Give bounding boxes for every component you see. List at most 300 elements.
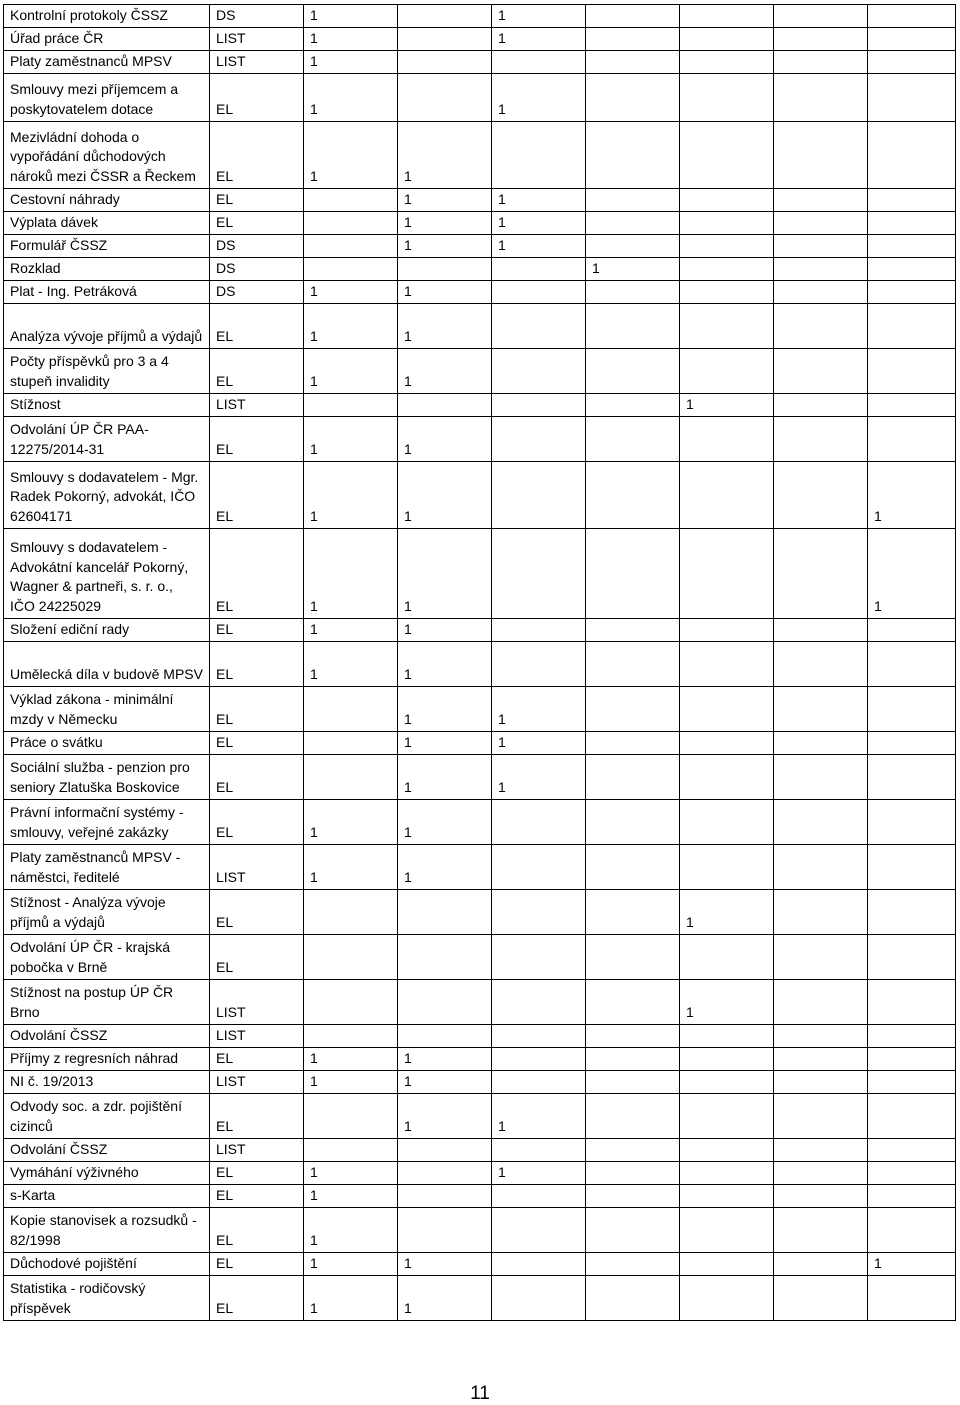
- count-cell: [492, 258, 586, 281]
- request-subject-cell: Složení ediční rady: [4, 619, 210, 642]
- request-subject-cell: Statistika - rodičovský příspěvek: [4, 1276, 210, 1321]
- delivery-type-cell: LIST: [210, 1025, 304, 1048]
- count-cell: [774, 1139, 868, 1162]
- count-cell: [868, 51, 956, 74]
- delivery-type-cell: EL: [210, 349, 304, 394]
- count-cell: 1: [304, 1162, 398, 1185]
- count-cell: [586, 935, 680, 980]
- count-cell: [492, 281, 586, 304]
- request-subject-cell: Kopie stanovisek a rozsudků - 82/1998: [4, 1208, 210, 1253]
- count-cell: [492, 462, 586, 529]
- count-cell: 1: [492, 687, 586, 732]
- table-row: [4, 1071, 956, 1094]
- table-row: [4, 74, 956, 122]
- count-cell: 1: [304, 529, 398, 619]
- count-cell: [586, 235, 680, 258]
- table-row: [4, 890, 956, 935]
- count-cell: [492, 1048, 586, 1071]
- count-cell: [680, 1208, 774, 1253]
- table-row: [4, 1139, 956, 1162]
- count-cell: [680, 258, 774, 281]
- count-cell: [774, 1025, 868, 1048]
- delivery-type-cell: EL: [210, 890, 304, 935]
- request-subject-cell: Stížnost na postup ÚP ČR Brno: [4, 980, 210, 1025]
- delivery-type-cell: EL: [210, 619, 304, 642]
- count-cell: [586, 800, 680, 845]
- count-cell: [868, 258, 956, 281]
- request-subject-cell: Smlouvy s dodavatelem - Mgr. Radek Pokorný, advokát, IČO 62604171: [4, 462, 210, 529]
- request-subject-cell: NI č. 19/2013: [4, 1071, 210, 1094]
- count-cell: 1: [398, 1094, 492, 1139]
- count-cell: [680, 5, 774, 28]
- count-cell: [586, 980, 680, 1025]
- count-cell: 1: [304, 619, 398, 642]
- request-subject-cell: Počty příspěvků pro 3 a 4 stupeň invalidity: [4, 349, 210, 394]
- table-row: [4, 5, 956, 28]
- delivery-type-cell: EL: [210, 1185, 304, 1208]
- count-cell: [774, 122, 868, 189]
- table-body: [4, 5, 956, 1321]
- count-cell: 1: [868, 462, 956, 529]
- count-cell: [492, 845, 586, 890]
- table-row: [4, 619, 956, 642]
- count-cell: [492, 1208, 586, 1253]
- count-cell: 1: [492, 5, 586, 28]
- request-subject-cell: Smlouvy mezi příjemcem a poskytovatelem dotace: [4, 74, 210, 122]
- count-cell: 1: [304, 1071, 398, 1094]
- count-cell: [398, 980, 492, 1025]
- table-row: [4, 394, 956, 417]
- count-cell: [868, 1276, 956, 1321]
- count-cell: 1: [680, 394, 774, 417]
- count-cell: 1: [304, 1253, 398, 1276]
- count-cell: [774, 51, 868, 74]
- count-cell: [868, 5, 956, 28]
- count-cell: 1: [680, 980, 774, 1025]
- requests-table: [3, 4, 956, 1321]
- count-cell: [492, 349, 586, 394]
- delivery-type-cell: EL: [210, 800, 304, 845]
- count-cell: [492, 935, 586, 980]
- delivery-type-cell: DS: [210, 258, 304, 281]
- delivery-type-cell: LIST: [210, 1139, 304, 1162]
- count-cell: 1: [398, 235, 492, 258]
- count-cell: [586, 394, 680, 417]
- delivery-type-cell: LIST: [210, 980, 304, 1025]
- delivery-type-cell: EL: [210, 529, 304, 619]
- count-cell: 1: [304, 281, 398, 304]
- count-cell: 1: [398, 122, 492, 189]
- count-cell: [868, 845, 956, 890]
- count-cell: [774, 1162, 868, 1185]
- count-cell: [304, 235, 398, 258]
- count-cell: [774, 890, 868, 935]
- table-row: [4, 189, 956, 212]
- table-row: [4, 642, 956, 687]
- count-cell: [586, 845, 680, 890]
- count-cell: [774, 304, 868, 349]
- count-cell: [680, 304, 774, 349]
- request-subject-cell: Kontrolní protokoly ČSSZ: [4, 5, 210, 28]
- count-cell: [680, 1071, 774, 1094]
- request-subject-cell: Právní informační systémy - smlouvy, veřejné zakázky: [4, 800, 210, 845]
- count-cell: 1: [398, 687, 492, 732]
- count-cell: [868, 349, 956, 394]
- request-subject-cell: Rozklad: [4, 258, 210, 281]
- count-cell: [586, 28, 680, 51]
- count-cell: 1: [304, 28, 398, 51]
- request-subject-cell: Platy zaměstnanců MPSV: [4, 51, 210, 74]
- count-cell: [586, 462, 680, 529]
- count-cell: 1: [304, 74, 398, 122]
- table-row: [4, 349, 956, 394]
- count-cell: 1: [398, 732, 492, 755]
- count-cell: [586, 1025, 680, 1048]
- delivery-type-cell: EL: [210, 1253, 304, 1276]
- delivery-type-cell: LIST: [210, 51, 304, 74]
- count-cell: 1: [304, 642, 398, 687]
- count-cell: 1: [304, 1185, 398, 1208]
- count-cell: [680, 189, 774, 212]
- count-cell: 1: [304, 5, 398, 28]
- table-row: [4, 1094, 956, 1139]
- count-cell: [774, 1185, 868, 1208]
- count-cell: [774, 732, 868, 755]
- count-cell: [680, 51, 774, 74]
- count-cell: [586, 619, 680, 642]
- table-row: [4, 687, 956, 732]
- request-subject-cell: Stížnost - Analýza vývoje příjmů a výdajů: [4, 890, 210, 935]
- count-cell: [774, 1048, 868, 1071]
- count-cell: [586, 74, 680, 122]
- count-cell: 1: [492, 732, 586, 755]
- request-subject-cell: Odvolání ČSSZ: [4, 1025, 210, 1048]
- request-subject-cell: Cestovní náhrady: [4, 189, 210, 212]
- count-cell: 1: [304, 800, 398, 845]
- count-cell: [398, 1162, 492, 1185]
- count-cell: [492, 1025, 586, 1048]
- count-cell: [586, 417, 680, 462]
- delivery-type-cell: LIST: [210, 845, 304, 890]
- count-cell: [774, 1208, 868, 1253]
- count-cell: [868, 935, 956, 980]
- count-cell: [586, 732, 680, 755]
- count-cell: [680, 235, 774, 258]
- count-cell: [774, 349, 868, 394]
- count-cell: [586, 349, 680, 394]
- count-cell: [304, 1094, 398, 1139]
- request-subject-cell: Úřad práce ČR: [4, 28, 210, 51]
- request-subject-cell: Důchodové pojištění: [4, 1253, 210, 1276]
- delivery-type-cell: LIST: [210, 28, 304, 51]
- count-cell: 1: [304, 349, 398, 394]
- count-cell: [586, 122, 680, 189]
- count-cell: [774, 394, 868, 417]
- delivery-type-cell: EL: [210, 755, 304, 800]
- count-cell: [868, 755, 956, 800]
- delivery-type-cell: EL: [210, 732, 304, 755]
- count-cell: [774, 281, 868, 304]
- count-cell: 1: [492, 235, 586, 258]
- count-cell: [586, 1162, 680, 1185]
- count-cell: 1: [304, 462, 398, 529]
- count-cell: [398, 28, 492, 51]
- count-cell: [586, 1276, 680, 1321]
- count-cell: 1: [398, 281, 492, 304]
- table-row: [4, 1253, 956, 1276]
- count-cell: [774, 462, 868, 529]
- count-cell: [492, 122, 586, 189]
- count-cell: 1: [492, 28, 586, 51]
- count-cell: [398, 1139, 492, 1162]
- count-cell: [492, 619, 586, 642]
- count-cell: [868, 890, 956, 935]
- count-cell: [868, 394, 956, 417]
- table-row: [4, 212, 956, 235]
- count-cell: 1: [398, 1048, 492, 1071]
- count-cell: [304, 1025, 398, 1048]
- count-cell: [774, 619, 868, 642]
- count-cell: [774, 1094, 868, 1139]
- count-cell: 1: [680, 890, 774, 935]
- count-cell: [868, 74, 956, 122]
- count-cell: [774, 235, 868, 258]
- delivery-type-cell: EL: [210, 642, 304, 687]
- request-subject-cell: Odvolání ÚP ČR PAA- 12275/2014-31: [4, 417, 210, 462]
- count-cell: [586, 281, 680, 304]
- count-cell: [586, 1139, 680, 1162]
- count-cell: 1: [492, 74, 586, 122]
- delivery-type-cell: LIST: [210, 1071, 304, 1094]
- request-subject-cell: Práce o svátku: [4, 732, 210, 755]
- count-cell: [398, 1025, 492, 1048]
- count-cell: [774, 935, 868, 980]
- request-subject-cell: Výklad zákona - minimální mzdy v Německu: [4, 687, 210, 732]
- table-row: [4, 122, 956, 189]
- count-cell: [304, 890, 398, 935]
- count-cell: 1: [398, 1071, 492, 1094]
- count-cell: [774, 642, 868, 687]
- table-row: [4, 281, 956, 304]
- count-cell: [304, 935, 398, 980]
- count-cell: 1: [398, 845, 492, 890]
- delivery-type-cell: LIST: [210, 394, 304, 417]
- table-row: [4, 1162, 956, 1185]
- count-cell: [680, 1094, 774, 1139]
- count-cell: [586, 189, 680, 212]
- count-cell: [868, 980, 956, 1025]
- count-cell: 1: [304, 1276, 398, 1321]
- count-cell: [304, 189, 398, 212]
- count-cell: [868, 417, 956, 462]
- count-cell: [774, 212, 868, 235]
- count-cell: [586, 1071, 680, 1094]
- table-row: [4, 1276, 956, 1321]
- count-cell: 1: [398, 189, 492, 212]
- count-cell: [680, 1025, 774, 1048]
- count-cell: [398, 1185, 492, 1208]
- count-cell: [774, 258, 868, 281]
- request-subject-cell: Formulář ČSSZ: [4, 235, 210, 258]
- delivery-type-cell: EL: [210, 212, 304, 235]
- delivery-type-cell: EL: [210, 1048, 304, 1071]
- count-cell: [398, 51, 492, 74]
- delivery-type-cell: EL: [210, 1162, 304, 1185]
- count-cell: 1: [304, 417, 398, 462]
- count-cell: [586, 687, 680, 732]
- count-cell: [868, 619, 956, 642]
- count-cell: [586, 1048, 680, 1071]
- count-cell: [774, 5, 868, 28]
- count-cell: [586, 5, 680, 28]
- count-cell: [680, 1139, 774, 1162]
- count-cell: [398, 935, 492, 980]
- count-cell: [774, 1276, 868, 1321]
- count-cell: [868, 1208, 956, 1253]
- count-cell: [492, 642, 586, 687]
- count-cell: [398, 5, 492, 28]
- count-cell: [774, 529, 868, 619]
- count-cell: [868, 281, 956, 304]
- count-cell: [304, 755, 398, 800]
- count-cell: [492, 529, 586, 619]
- count-cell: [868, 1048, 956, 1071]
- count-cell: [304, 687, 398, 732]
- count-cell: [868, 1162, 956, 1185]
- table-row: [4, 529, 956, 619]
- count-cell: [868, 28, 956, 51]
- count-cell: [680, 619, 774, 642]
- count-cell: [492, 980, 586, 1025]
- count-cell: [586, 529, 680, 619]
- delivery-type-cell: EL: [210, 1208, 304, 1253]
- table-row: [4, 235, 956, 258]
- table-row: [4, 755, 956, 800]
- count-cell: [680, 687, 774, 732]
- count-cell: [398, 258, 492, 281]
- request-subject-cell: Odvolání ČSSZ: [4, 1139, 210, 1162]
- count-cell: [398, 890, 492, 935]
- request-subject-cell: Odvody soc. a zdr. pojištění cizinců: [4, 1094, 210, 1139]
- delivery-type-cell: EL: [210, 1276, 304, 1321]
- count-cell: [398, 394, 492, 417]
- table-row: [4, 1048, 956, 1071]
- count-cell: [680, 1162, 774, 1185]
- delivery-type-cell: EL: [210, 417, 304, 462]
- count-cell: [680, 732, 774, 755]
- request-subject-cell: Platy zaměstnanců MPSV - náměstci, ředitelé: [4, 845, 210, 890]
- table-row: [4, 845, 956, 890]
- count-cell: 1: [398, 642, 492, 687]
- count-cell: [398, 1208, 492, 1253]
- count-cell: [774, 189, 868, 212]
- delivery-type-cell: EL: [210, 935, 304, 980]
- count-cell: 1: [304, 1208, 398, 1253]
- delivery-type-cell: DS: [210, 235, 304, 258]
- count-cell: [680, 122, 774, 189]
- count-cell: [680, 212, 774, 235]
- count-cell: [868, 1185, 956, 1208]
- count-cell: [304, 980, 398, 1025]
- count-cell: [492, 51, 586, 74]
- request-subject-cell: Smlouvy s dodavatelem - Advokátní kancelář Pokorný, Wagner & partneři, s. r. o., IČO 24225029: [4, 529, 210, 619]
- count-cell: [774, 74, 868, 122]
- count-cell: [774, 755, 868, 800]
- count-cell: 1: [398, 529, 492, 619]
- table-row: [4, 800, 956, 845]
- count-cell: 1: [492, 189, 586, 212]
- count-cell: 1: [398, 212, 492, 235]
- count-cell: [868, 189, 956, 212]
- count-cell: [868, 1094, 956, 1139]
- table-row: [4, 1208, 956, 1253]
- table-row: [4, 304, 956, 349]
- count-cell: [868, 800, 956, 845]
- count-cell: 1: [398, 619, 492, 642]
- count-cell: [774, 800, 868, 845]
- count-cell: [304, 212, 398, 235]
- count-cell: [868, 732, 956, 755]
- count-cell: [586, 51, 680, 74]
- delivery-type-cell: EL: [210, 74, 304, 122]
- count-cell: [868, 1025, 956, 1048]
- request-subject-cell: Vymáhání výživného: [4, 1162, 210, 1185]
- count-cell: [774, 687, 868, 732]
- page-number: 11: [470, 1383, 490, 1404]
- count-cell: [680, 349, 774, 394]
- count-cell: [586, 304, 680, 349]
- count-cell: [868, 642, 956, 687]
- count-cell: [868, 1071, 956, 1094]
- count-cell: [586, 755, 680, 800]
- delivery-type-cell: DS: [210, 5, 304, 28]
- delivery-type-cell: EL: [210, 1094, 304, 1139]
- delivery-type-cell: EL: [210, 687, 304, 732]
- count-cell: [492, 890, 586, 935]
- count-cell: [868, 235, 956, 258]
- count-cell: [492, 800, 586, 845]
- delivery-type-cell: EL: [210, 122, 304, 189]
- count-cell: 1: [398, 349, 492, 394]
- delivery-type-cell: DS: [210, 281, 304, 304]
- count-cell: [680, 1185, 774, 1208]
- count-cell: 1: [868, 1253, 956, 1276]
- count-cell: [398, 74, 492, 122]
- count-cell: [492, 1071, 586, 1094]
- table-row: [4, 935, 956, 980]
- count-cell: [680, 462, 774, 529]
- count-cell: 1: [304, 122, 398, 189]
- count-cell: [304, 258, 398, 281]
- delivery-type-cell: EL: [210, 304, 304, 349]
- count-cell: [868, 122, 956, 189]
- count-cell: [586, 1185, 680, 1208]
- count-cell: [680, 935, 774, 980]
- table-row: [4, 1025, 956, 1048]
- count-cell: 1: [586, 258, 680, 281]
- count-cell: [492, 394, 586, 417]
- count-cell: 1: [398, 755, 492, 800]
- request-subject-cell: s-Karta: [4, 1185, 210, 1208]
- request-subject-cell: Odvolání ÚP ČR - krajská pobočka v Brně: [4, 935, 210, 980]
- count-cell: [492, 1276, 586, 1321]
- count-cell: 1: [868, 529, 956, 619]
- table-row: [4, 732, 956, 755]
- count-cell: 1: [398, 800, 492, 845]
- table-row: [4, 462, 956, 529]
- count-cell: [868, 1139, 956, 1162]
- count-cell: [586, 212, 680, 235]
